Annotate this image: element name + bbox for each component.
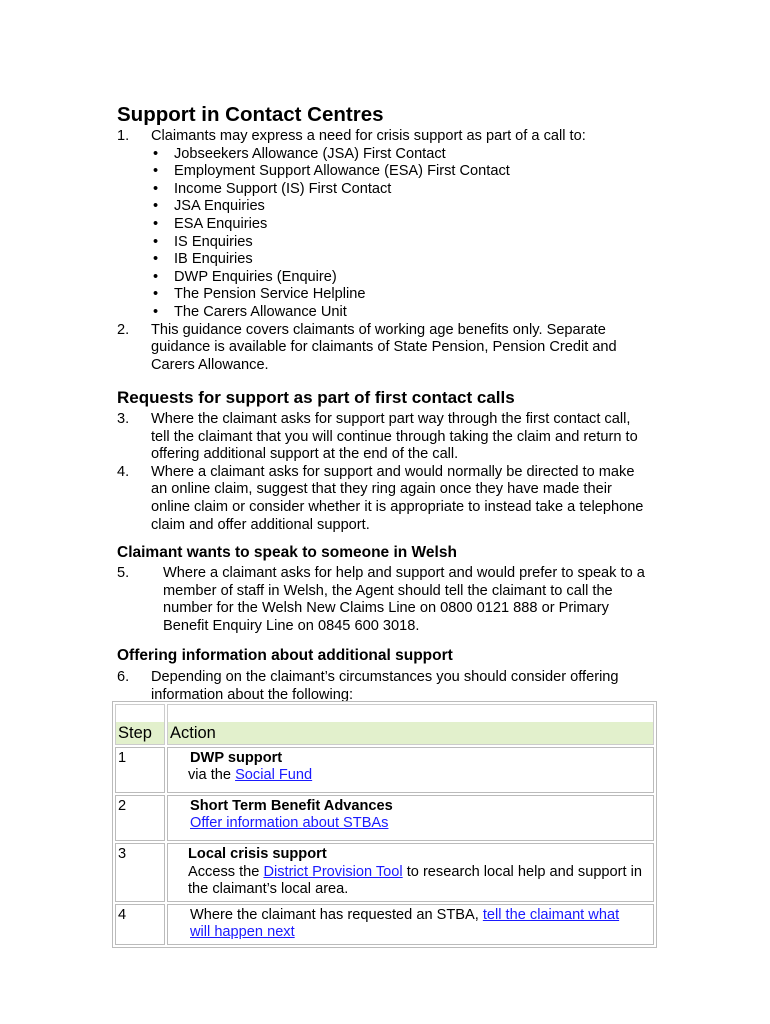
what-happens-next-link[interactable]: tell the claimant what will happen next (190, 906, 620, 941)
action-text: Access the (188, 863, 264, 880)
list-item: • IS Enquiries (151, 234, 651, 252)
list-item: • Jobseekers Allowance (JSA) First Contact (151, 146, 651, 164)
item-number: 5. (117, 565, 130, 581)
header-step: Step (115, 704, 165, 745)
item-4 (117, 464, 651, 534)
item-text: Where a claimant asks for help and support and would prefer to speak to a member of staff in Welsh, the Agent should tell the claimant to call the number for the Welsh New Claims Line on 0800 0121 888 or Primary Benefit Enquiry Line on 0845 600 3018. (163, 565, 645, 634)
item-3 (117, 411, 651, 464)
action-cell (167, 747, 654, 793)
action-text: to research local help and support in the claimant’s local area. (188, 863, 642, 898)
step-number: 3 (115, 843, 165, 902)
social-fund-link[interactable]: Social Fund (235, 767, 313, 784)
section-intro (117, 128, 651, 374)
support-steps-table (112, 701, 657, 948)
action-cell (167, 795, 654, 841)
section-first-contact (117, 411, 651, 534)
item-2 (117, 322, 651, 375)
action-text: via the (188, 767, 236, 784)
item-text: Claimants may express a need for crisis support as part of a call to: (151, 128, 586, 144)
list-item: • The Pension Service Helpline (151, 286, 651, 304)
table-row (115, 843, 654, 902)
action-cell (167, 904, 654, 945)
item-6 (117, 669, 651, 704)
item-number: 6. (117, 669, 130, 685)
list-item: • IB Enquiries (151, 251, 651, 269)
section-additional (117, 669, 651, 704)
list-item: • ESA Enquiries (151, 216, 651, 234)
item-1 (117, 128, 651, 322)
table-row (115, 795, 654, 841)
item-text: This guidance covers claimants of working age benefits only. Separate guidance is available for claimants of State Pension, Pension Credit and Carers Allowance. (151, 321, 617, 373)
step-number: 4 (115, 904, 165, 945)
stba-info-link[interactable]: Offer information about STBAs (190, 815, 389, 832)
section-welsh (117, 565, 653, 635)
list-item: • Income Support (IS) First Contact (151, 181, 651, 199)
district-provision-tool-link[interactable]: District Provision Tool (263, 863, 403, 880)
item-number: 4. (117, 463, 130, 480)
list-item: • JSA Enquiries (151, 198, 651, 216)
item-number: 3. (117, 411, 130, 427)
section-heading: Claimant wants to speak to someone in Welsh (117, 544, 457, 561)
list-item: • DWP Enquiries (Enquire) (151, 269, 651, 287)
item-number: 1. (117, 128, 130, 144)
item-text: Where a claimant asks for support and would normally be directed to make an online claim, suggest that they ring again once they have made their online claim or consider whether it is appropriate to instead take a telephone claim and offer additional support. (151, 463, 644, 533)
action-text: Where the claimant has requested an STBA, (190, 906, 483, 923)
action-title: Local crisis support (188, 845, 327, 862)
item-number: 2. (117, 321, 130, 338)
item-5 (117, 565, 653, 635)
bullet-list (151, 146, 651, 322)
item-text: Where the claimant asks for support part way through the first contact call, tell the claimant that you will continue through taking the claim and return to offering additional support at the end of the call. (151, 411, 638, 463)
table-row (115, 904, 654, 945)
table-header-row (115, 704, 654, 745)
table-row (115, 747, 654, 793)
item-text: Depending on the claimant’s circumstances you should consider offering information about the following: (151, 669, 619, 703)
page-title: Support in Contact Centres (117, 103, 384, 126)
step-number: 1 (115, 747, 165, 793)
action-title: Short Term Benefit Advances (190, 797, 393, 814)
action-title: DWP support (190, 749, 283, 766)
list-item: • The Carers Allowance Unit (151, 304, 651, 322)
action-cell (167, 843, 654, 902)
section-heading: Requests for support as part of first contact calls (117, 388, 515, 407)
header-action: Action (167, 704, 654, 745)
list-item: • Employment Support Allowance (ESA) First Contact (151, 163, 651, 181)
section-heading: Offering information about additional support (117, 647, 453, 664)
step-number: 2 (115, 795, 165, 841)
